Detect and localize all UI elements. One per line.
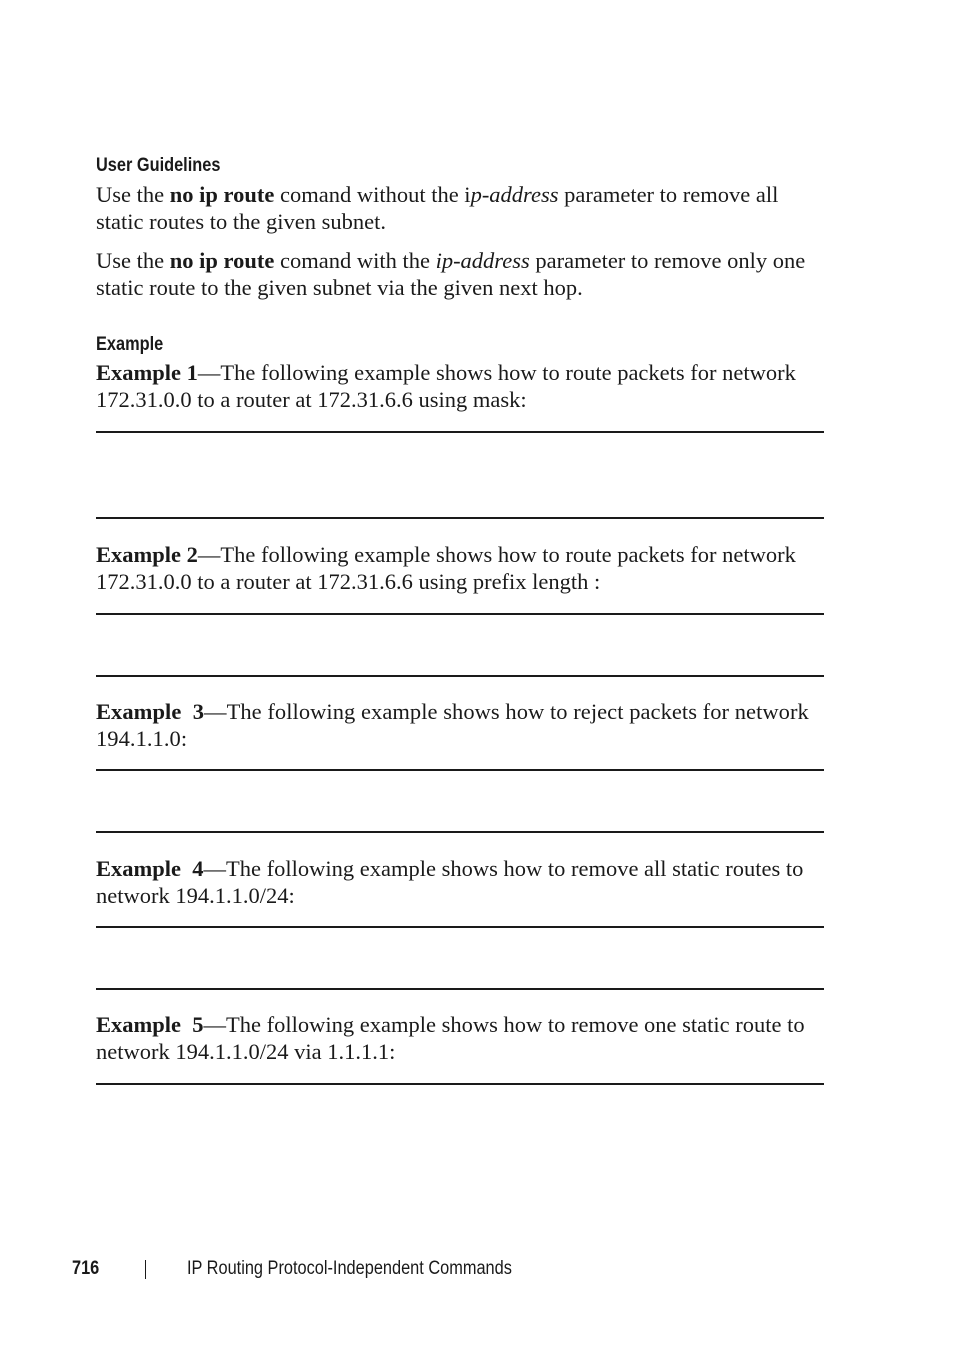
guideline-paragraph-2 [96, 247, 826, 301]
code-block-top-rule [96, 926, 824, 928]
footer-divider [145, 1260, 146, 1279]
page-number: 716 [72, 1258, 100, 1279]
command-name: no ip route [169, 182, 275, 207]
example-heading: Example [96, 334, 164, 355]
text-run: parameter to remove all static routes to the given subnet. [96, 182, 779, 234]
text-run: Use the [96, 182, 170, 207]
text-run: parameter to remove only one static route to the given subnet via the given next hop. [96, 248, 806, 300]
example-3-description [96, 698, 826, 752]
footer-section-title: IP Routing Protocol-Independent Commands [187, 1258, 512, 1279]
parameter-name: ip-address [435, 248, 530, 273]
code-block-bottom-rule [96, 517, 824, 519]
text-run: comand without the i [274, 182, 471, 207]
parameter-name: p-address [470, 182, 559, 207]
code-block-top-rule [96, 431, 824, 433]
code-block-bottom-rule [96, 675, 824, 677]
code-block-bottom-rule [96, 988, 824, 990]
example-label: Example 5 [96, 1012, 204, 1037]
example-2-description [96, 541, 826, 595]
example-text: —The following example shows how to remove all static routes to network 194.1.1.0/24: [96, 856, 804, 908]
example-5-description [96, 1011, 826, 1065]
guideline-paragraph-1 [96, 181, 826, 235]
example-text: —The following example shows how to reject packets for network 194.1.1.0: [96, 699, 809, 751]
example-1-description [96, 359, 826, 413]
code-block-top-rule [96, 1083, 824, 1085]
text-run: Use the [96, 248, 170, 273]
example-text: —The following example shows how to route packets for network 172.31.0.0 to a router at 172.31.6.6 using mask: [96, 360, 796, 412]
example-label: Example 2 [96, 542, 198, 567]
command-name: no ip route [169, 248, 275, 273]
example-label: Example 3 [96, 699, 205, 724]
text-run: comand with the [274, 248, 436, 273]
code-block-top-rule [96, 613, 824, 615]
example-label: Example 1 [96, 360, 198, 385]
example-label: Example 4 [96, 856, 204, 881]
code-block-top-rule [96, 769, 824, 771]
code-block-bottom-rule [96, 831, 824, 833]
example-text: —The following example shows how to remove one static route to network 194.1.1.0/24 via 1.1.1.1: [96, 1012, 805, 1064]
example-text: —The following example shows how to route packets for network 172.31.0.0 to a router at 172.31.6.6 using prefix length : [96, 542, 796, 594]
example-4-description [96, 855, 826, 909]
user-guidelines-heading: User Guidelines [96, 155, 221, 176]
